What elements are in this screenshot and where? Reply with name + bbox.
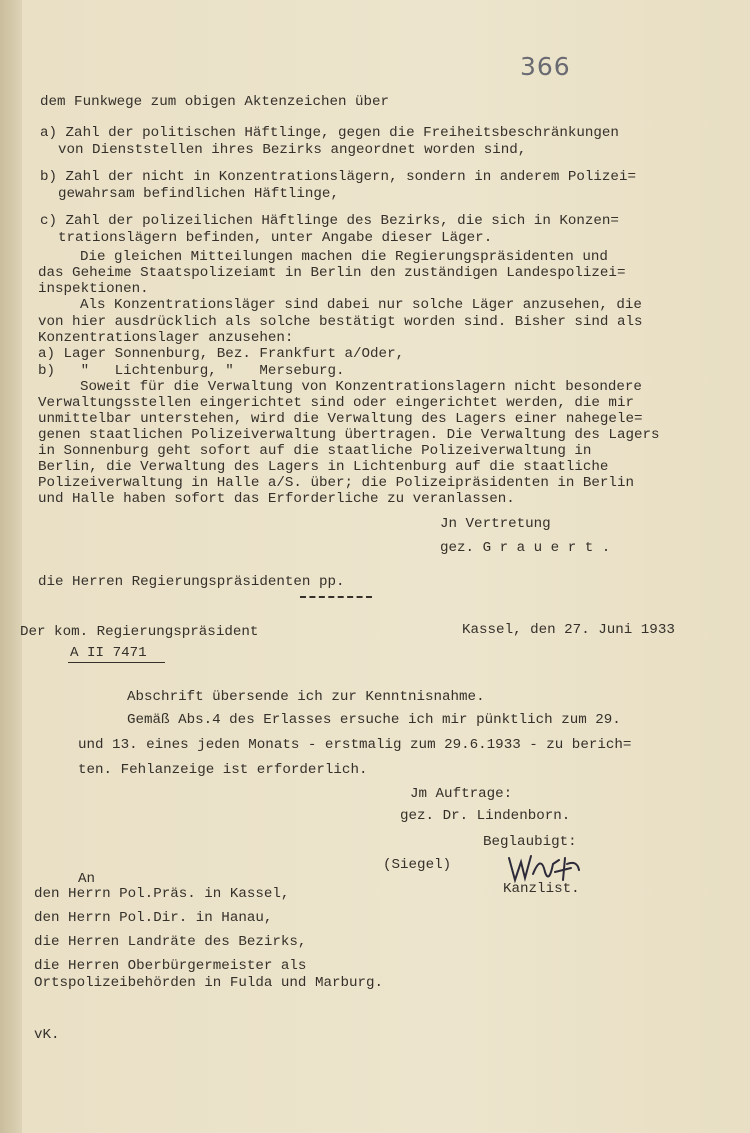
- recipient-3: die Herren Landräte des Bezirks,: [34, 934, 307, 950]
- para3-line5: in Sonnenburg geht sofort auf die staatliche Polizeiverwaltung in: [38, 443, 592, 459]
- item-b-line2: gewahrsam befindlichen Häftlinge,: [58, 186, 339, 202]
- para2-line2: von hier ausdrücklich als solche bestätigt worden sind. Bisher sind als: [38, 314, 643, 330]
- para3-line1: Soweit für die Verwaltung von Konzentrationslagern nicht besondere: [80, 379, 642, 395]
- item-c-line2: trationslägern befinden, unter Angabe dieser Läger.: [58, 230, 493, 246]
- certified-label: Beglaubigt:: [483, 834, 577, 850]
- reference-underline: [68, 662, 165, 663]
- body-line3: und 13. eines jeden Monats - erstmalig zum 29.6.1933 - zu berich=: [78, 737, 632, 753]
- recipient-5: Ortspolizeibehörden in Fulda und Marburg.: [34, 975, 384, 991]
- para2-line3: Konzentrationslager anzusehen:: [38, 330, 294, 346]
- para3-line3: unmittelbar unterstehen, wird die Verwaltung des Lagers einer nahegele=: [38, 411, 643, 427]
- para1-line3: inspektionen.: [38, 281, 149, 297]
- addressee-line: die Herren Regierungspräsidenten pp.: [38, 574, 345, 590]
- recipient-1: den Herrn Pol.Präs. in Kassel,: [34, 886, 290, 902]
- page-number: 366: [520, 52, 571, 81]
- separator-dashes: [300, 596, 372, 598]
- body-line2: Gemäß Abs.4 des Erlasses ersuche ich mir pünktlich zum 29.: [127, 712, 621, 728]
- body-line4: ten. Fehlanzeige ist erforderlich.: [78, 762, 368, 778]
- para1-line1: Die gleichen Mitteilungen machen die Regierungspräsidenten und: [80, 249, 608, 265]
- sender-title: Der kom. Regierungspräsident: [20, 624, 259, 640]
- para3-line4: genen staatlichen Polizeiverwaltung übertragen. Die Verwaltung des Lagers: [38, 427, 660, 443]
- para3-line7: Polizeiverwaltung in Halle a/S. über; die Polizeipräsidenten in Berlin: [38, 475, 634, 491]
- body-line1: Abschrift übersende ich zur Kenntnisnahme.: [127, 689, 485, 705]
- item-a-line2: von Dienststellen ihres Bezirks angeordnet worden sind,: [58, 142, 527, 158]
- camp-list-a: a) Lager Sonnenburg, Bez. Frankfurt a/Oder,: [38, 346, 405, 362]
- signature-grauert: gez. G r a u e r t .: [440, 540, 611, 556]
- item-b-line1: b) Zahl der nicht in Konzentrationslägern, sondern in anderem Polizei=: [40, 169, 636, 185]
- intro-line: dem Funkwege zum obigen Aktenzeichen über: [40, 94, 390, 110]
- recipients-header: An: [78, 871, 96, 887]
- item-a-line1: a) Zahl der politischen Häftlinge, gegen die Freiheitsbeschränkungen: [40, 125, 619, 141]
- para1-line2: das Geheime Staatspolizeiamt in Berlin den zuständigen Landespolizei=: [38, 265, 626, 281]
- seal-label: (Siegel): [383, 857, 452, 873]
- item-c-line1: c) Zahl der polizeilichen Häftlinge des Bezirks, die sich in Konzen=: [40, 213, 619, 229]
- signature-lindenborn: gez. Dr. Lindenborn.: [400, 808, 571, 824]
- para3-line8: und Halle haben sofort das Erforderliche zu veranlassen.: [38, 491, 515, 507]
- para2-line1: Als Konzentrationsläger sind dabei nur solche Läger anzusehen, die: [80, 297, 642, 313]
- recipient-2: den Herrn Pol.Dir. in Hanau,: [34, 910, 273, 926]
- place-date: Kassel, den 27. Juni 1933: [462, 622, 675, 638]
- reference-number: A II 7471: [70, 645, 147, 661]
- clerk-title: Kanzlist.: [503, 881, 580, 897]
- para3-line6: Berlin, die Verwaltung des Lagers in Lichtenburg auf die staatliche: [38, 459, 609, 475]
- recipient-4: die Herren Oberbürgermeister als: [34, 958, 307, 974]
- signature-representation: Jn Vertretung: [440, 516, 551, 532]
- binding-edge: [0, 0, 22, 1133]
- on-behalf-label: Jm Auftrage:: [410, 786, 513, 802]
- footer-initials: vK.: [34, 1027, 60, 1043]
- para3-line2: Verwaltungsstellen eingerichtet sind oder eingerichtet werden, die mir: [38, 395, 634, 411]
- camp-list-b: b) " Lichtenburg, " Merseburg.: [38, 363, 345, 379]
